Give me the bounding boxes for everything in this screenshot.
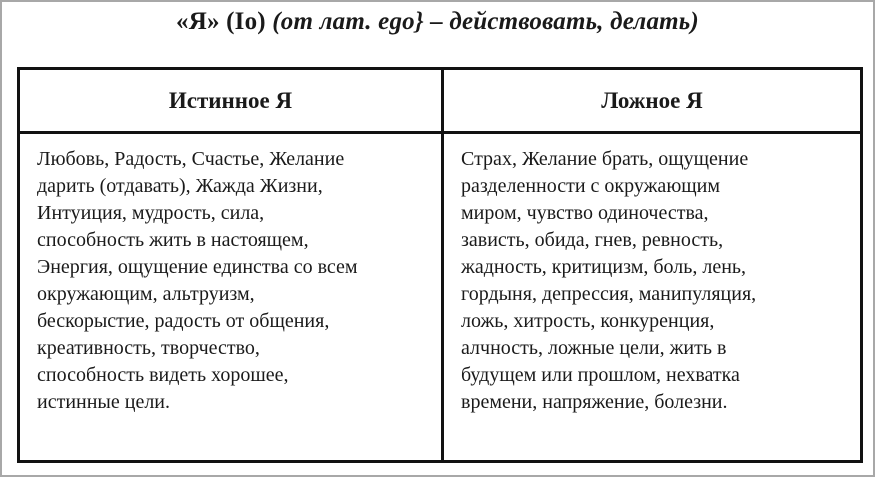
page-title	[0, 8, 875, 36]
text-line: Интуиция, мудрость, сила,	[37, 202, 265, 224]
text-line: бескорыстие, радость от общения,	[37, 310, 330, 332]
text-line: будущем или прошлом, нехватка	[461, 364, 740, 386]
text-line: истинные цели.	[37, 391, 171, 413]
header-divider	[20, 131, 860, 134]
text-line: Энергия, ощущение единства со всем	[37, 256, 358, 278]
text-line: дарить (отдавать), Жажда Жизни,	[37, 175, 323, 197]
text-line: способность видеть хорошее,	[37, 364, 289, 386]
text-line: времени, напряжение, болезни.	[461, 391, 728, 413]
text-line: алчность, ложные цели, жить в	[461, 337, 727, 359]
text-line: Любовь, Радость, Счастье, Желание	[37, 148, 345, 170]
text-line: гордыня, депрессия, манипуляция,	[461, 283, 757, 305]
text-line: ложь, хитрость, конкуренция,	[461, 310, 715, 332]
text-line: миром, чувство одиночества,	[461, 202, 709, 224]
text-line: зависть, обида, гнев, ревность,	[461, 229, 724, 251]
text-line: разделенности с окружающим	[461, 175, 721, 197]
title-definition: (от лат. ego} – действовать, делать)	[272, 8, 699, 35]
text-line: креативность, творчество,	[37, 337, 260, 359]
title-term: «Я» (Io)	[176, 8, 273, 35]
text-line: способность жить в настоящем,	[37, 229, 309, 251]
false-self-cell	[461, 146, 756, 416]
text-line: окружающим, альтруизм,	[37, 283, 255, 305]
column-header-false-self: Ложное Я	[601, 87, 703, 113]
text-line: жадность, критицизм, боль, лень,	[461, 256, 747, 278]
comparison-table	[17, 67, 863, 463]
true-self-cell	[37, 146, 358, 416]
column-header-true-self: Истинное Я	[168, 87, 293, 113]
text-line: Страх, Желание брать, ощущение	[461, 148, 749, 170]
